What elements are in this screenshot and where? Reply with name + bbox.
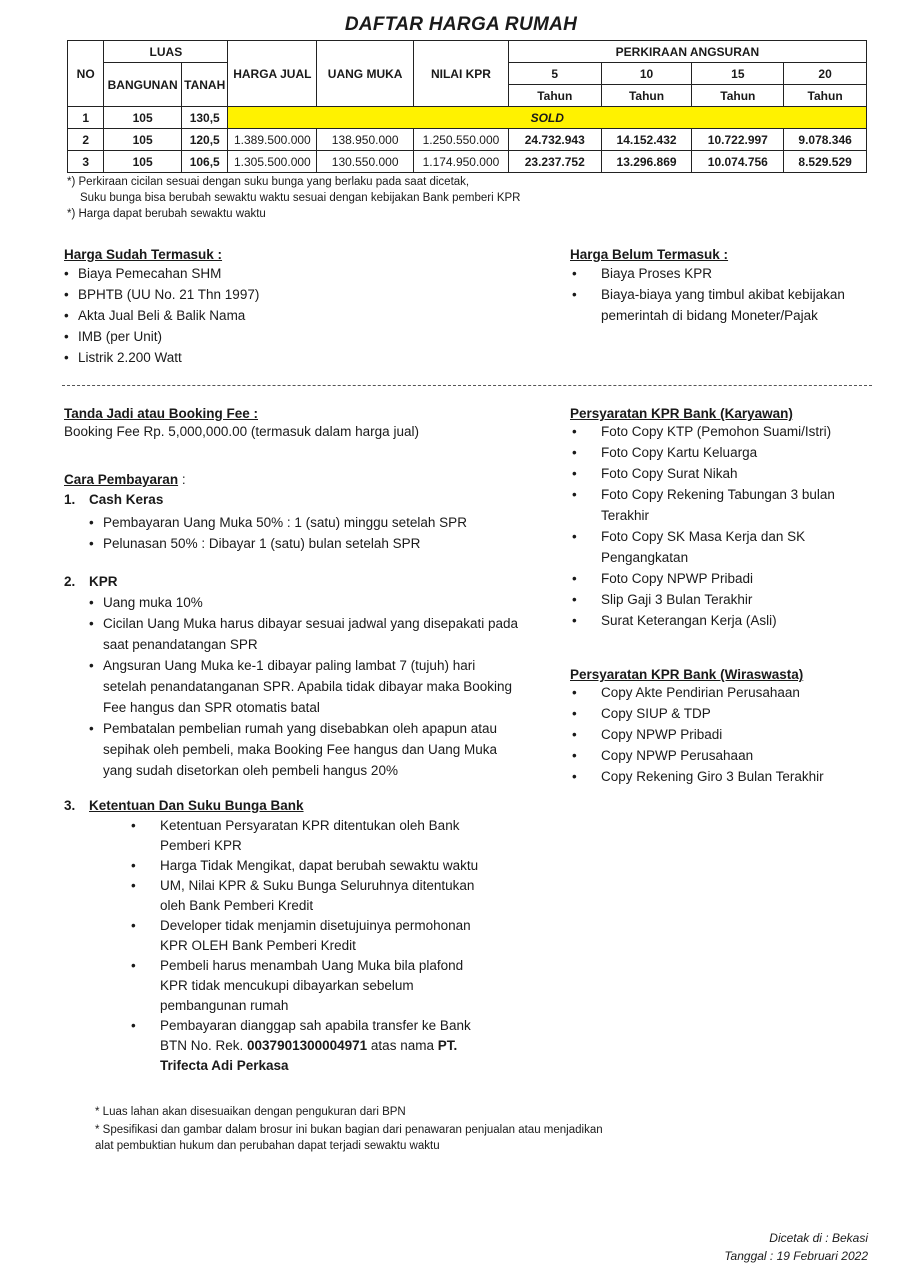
transfer-text: atas nama [367,1038,438,1053]
sold-badge: SOLD [228,107,867,129]
price-table [67,40,867,173]
list-item: • Foto Copy Rekening Tabungan 3 bulan Terakhir [570,484,870,526]
cell-tanah: 106,5 [181,151,228,173]
footnote-line: * Spesifikasi dan gambar dalam brosur ini bukan bagian dari penawaran penjualan atau menjadikan alat pembuktian hukum dan perubahan dapat terjadi sewaktu waktu [95,1124,603,1152]
cell-no: 3 [68,151,104,173]
list-item: • UM, Nilai KPR & Suku Bunga Seluruhnya ditentukan oleh Bank Pemberi Kredit [131,876,491,916]
payment-heading: Cara Pembayaran [64,472,179,487]
list-item: • Slip Gaji 3 Bulan Terakhir [570,589,870,610]
kpr-title: KPR [89,574,118,589]
list-item: • Biaya-biaya yang timbul akibat kebijakan pemerintah di bidang Moneter/Pajak [570,284,875,326]
table-header-row [68,41,867,63]
kpr-section [64,571,534,781]
included-section [64,247,484,368]
cell-harga: 1.305.500.000 [228,151,317,173]
excluded-list [570,263,875,326]
list-item: • Foto Copy NPWP Pribadi [570,568,870,589]
printed-place: Dicetak di : Bekasi [769,1231,868,1245]
col-nilai-kpr: NILAI KPR [414,41,509,107]
booking-heading: Tanda Jadi atau Booking Fee : [64,406,259,421]
table-notes [67,174,520,222]
col-uang-muka: UANG MUKA [317,41,414,107]
transfer-text: Pembayaran dianggap sah apabila transfer ke Bank BTN No. Rek. [160,1018,471,1053]
col-tanah: TANAH [181,63,228,107]
list-item: • Biaya Pemecahan SHM [64,263,484,284]
note-line: *) Perkiraan cicilan sesuai dengan suku bunga yang berlaku pada saat dicetak, [67,176,470,188]
kpr-list [89,592,519,781]
list-item: • Pembeli harus menambah Uang Muka bila plafond KPR tidak mencukupi dibayarkan sebelum pembangunan rumah [131,956,491,1016]
cell-bangunan: 105 [104,107,182,129]
list-item: • Developer tidak menjamin disetujuinya permohonan KPR OLEH Bank Pemberi Kredit [131,916,491,956]
kpr-karyawan-heading: Persyaratan KPR Bank (Karyawan) [570,406,793,421]
list-item: • Surat Keterangan Kerja (Asli) [570,610,870,631]
list-item: • Akta Jual Beli & Balik Nama [64,305,484,326]
col-15: 15 [692,63,784,85]
footnote-line: * Luas lahan akan disesuaikan dengan pengukuran dari BPN [95,1106,406,1118]
col-5: 5 [508,63,601,85]
cash-number: 1. [64,492,76,507]
list-item [131,1016,491,1076]
cell-a20: 8.529.529 [784,151,867,173]
cell-a10: 13.296.869 [601,151,692,173]
kpr-karyawan-list [570,421,870,631]
kpr-wiraswasta-list [570,682,890,787]
col-luas: LUAS [104,41,228,63]
footnotes [95,1104,615,1154]
cell-tanah: 130,5 [181,107,228,129]
cell-a5: 24.732.943 [508,129,601,151]
included-list [64,263,484,368]
kpr-karyawan-section [570,406,870,631]
cell-um: 130.550.000 [317,151,414,173]
list-item: • Copy NPWP Perusahaan [570,745,890,766]
cell-harga: 1.389.500.000 [228,129,317,151]
account-number: 0037901300004971 [247,1038,368,1053]
list-item: • Pembatalan pembelian rumah yang disebabkan oleh apapun atau sepihak oleh pembeli, maka Booking Fee hangus dan Uang Muka yang sudah disetorkan oleh pembeli hangus 20% [89,718,519,781]
company-name: PT. Trifecta Adi Perkasa [160,1038,458,1073]
cell-kpr: 1.174.950.000 [414,151,509,173]
list-item: • Foto Copy Surat Nikah [570,463,870,484]
printed-info [608,1229,868,1265]
cash-list [89,512,534,554]
excluded-section [570,247,875,326]
list-item: • Copy SIUP & TDP [570,703,890,724]
table-row [68,129,867,151]
payment-section [64,469,534,554]
list-item: • Pelunasan 50% : Dibayar 1 (satu) bulan setelah SPR [89,533,534,554]
note-line: *) Harga dapat berubah sewaktu waktu [67,208,266,220]
kpr-wiraswasta-heading: Persyaratan KPR Bank (Wiraswasta) [570,667,804,682]
cell-a20: 9.078.346 [784,129,867,151]
cash-title: Cash Keras [89,492,164,507]
list-item: • Foto Copy KTP (Pemohon Suami/Istri) [570,421,870,442]
cell-no: 2 [68,129,104,151]
list-item: • BPHTB (UU No. 21 Thn 1997) [64,284,484,305]
list-item: • Uang muka 10% [89,592,519,613]
bank-terms-title: Ketentuan Dan Suku Bunga Bank [89,798,304,813]
kpr-wiraswasta-section [570,667,890,787]
col-angsuran: PERKIRAAN ANGSURAN [508,41,866,63]
col-harga-jual: HARGA JUAL [228,41,317,107]
note-line: Suku bunga bisa berubah sewaktu waktu sesuai dengan kebijakan Bank pemberi KPR [80,192,521,204]
cell-bangunan: 105 [104,129,182,151]
list-item: • Pembayaran Uang Muka 50% : 1 (satu) minggu setelah SPR [89,512,534,533]
list-item: • Cicilan Uang Muka harus dibayar sesuai jadwal yang disepakati pada saat penandatangan SPR [89,613,519,655]
cell-um: 138.950.000 [317,129,414,151]
cell-a15: 10.074.756 [692,151,784,173]
col-tahun: Tahun [601,85,692,107]
payment-colon: : [178,472,186,487]
printed-date: Tanggal : 19 Februari 2022 [724,1249,868,1263]
list-item: • Harga Tidak Mengikat, dapat berubah sewaktu waktu [131,856,491,876]
list-item: • Copy NPWP Pribadi [570,724,890,745]
list-item: • Biaya Proses KPR [570,263,875,284]
cell-a15: 10.722.997 [692,129,784,151]
booking-section [64,406,544,442]
col-tahun: Tahun [508,85,601,107]
cell-no: 1 [68,107,104,129]
col-no: NO [68,41,104,107]
col-bangunan: BANGUNAN [104,63,182,107]
cell-kpr: 1.250.550.000 [414,129,509,151]
col-tahun: Tahun [784,85,867,107]
cell-a5: 23.237.752 [508,151,601,173]
included-heading: Harga Sudah Termasuk : [64,247,223,262]
cell-tanah: 120,5 [181,129,228,151]
bank-terms-section [64,795,534,1076]
list-item: • Ketentuan Persyaratan KPR ditentukan oleh Bank Pemberi KPR [131,816,491,856]
table-row [68,151,867,173]
table-row [68,107,867,129]
list-item: • Listrik 2.200 Watt [64,347,484,368]
list-item: • Copy Akte Pendirian Perusahaan [570,682,890,703]
list-item: • Copy Rekening Giro 3 Bulan Terakhir [570,766,890,787]
cell-a10: 14.152.432 [601,129,692,151]
excluded-heading: Harga Belum Termasuk : [570,247,729,262]
col-20: 20 [784,63,867,85]
cell-bangunan: 105 [104,151,182,173]
kpr-number: 2. [64,574,76,589]
list-item: • Foto Copy SK Masa Kerja dan SK Pengangkatan [570,526,870,568]
page-title: DAFTAR HARGA RUMAH [344,14,578,35]
list-item: • Angsuran Uang Muka ke-1 dibayar paling lambat 7 (tujuh) hari setelah penandatanganan SPR. Apabila tidak dibayar maka Booking Fee hangus dan SPR otomatis batal [89,655,519,718]
divider [62,385,872,386]
col-tahun: Tahun [692,85,784,107]
list-item: • Foto Copy Kartu Keluarga [570,442,870,463]
list-item: • IMB (per Unit) [64,326,484,347]
col-10: 10 [601,63,692,85]
booking-text: Booking Fee Rp. 5,000,000.00 (termasuk dalam harga jual) [64,424,419,439]
bank-terms-list [131,816,491,1076]
bank-terms-number: 3. [64,798,76,813]
